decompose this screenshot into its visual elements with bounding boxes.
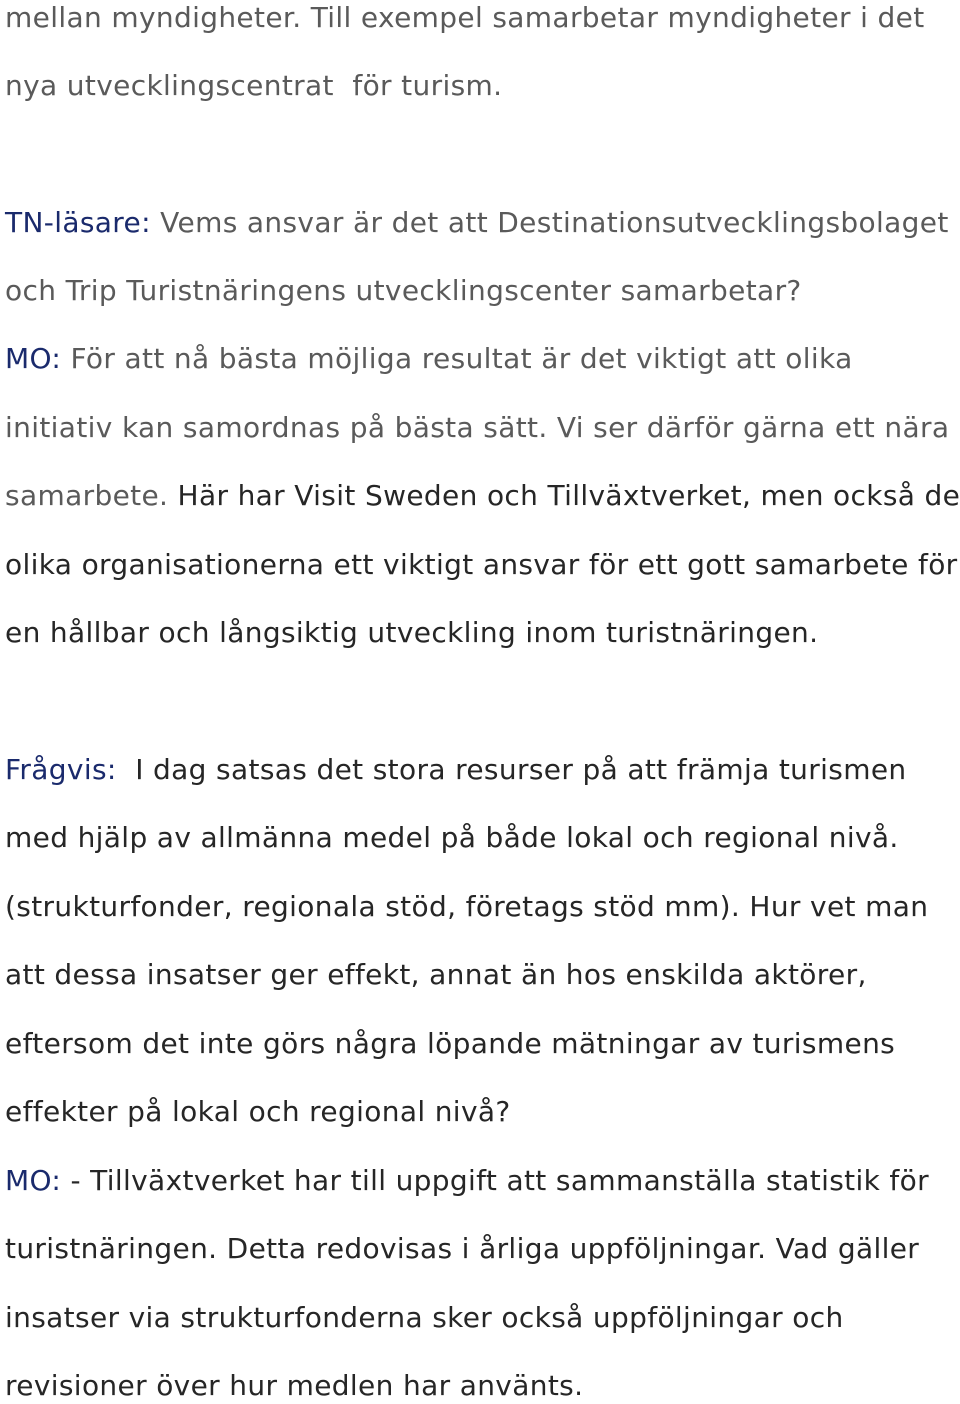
text-line (5, 1368, 583, 1404)
text-line (5, 0, 925, 36)
line-text: Här har Visit Sweden och Tillväxtverket, men också de (168, 479, 960, 512)
text-line (5, 820, 899, 856)
speaker-label: MO: (5, 1164, 62, 1197)
text-line (5, 1231, 919, 1267)
question-line (5, 205, 949, 241)
text-line (5, 410, 949, 446)
question-line (5, 752, 907, 788)
answer-line (5, 1163, 929, 1199)
line-text: turistnäringen. Detta redovisas i årliga uppföljningar. Vad gäller (5, 1232, 920, 1265)
line-text: och Trip Turistnäringens utvecklingscenter samarbetar? (5, 274, 802, 307)
line-text: samarbete. (5, 479, 169, 512)
line-text: För att nå bästa möjliga resultat är det viktigt att olika (61, 342, 853, 375)
text-line (5, 273, 802, 309)
text-line (5, 1094, 511, 1130)
speaker-label: TN-läsare: (5, 206, 151, 239)
line-text: initiativ kan samordnas på bästa sätt. Vi ser därför gärna ett nära (5, 411, 950, 444)
answer-line (5, 341, 853, 377)
line-text: revisioner över hur medlen har använts. (5, 1369, 584, 1402)
line-text: med hjälp av allmänna medel på både lokal och regional nivå. (5, 821, 899, 854)
line-text: effekter på lokal och regional nivå? (5, 1095, 511, 1128)
line-text: eftersom det inte görs några löpande mätningar av turismens (5, 1027, 896, 1060)
line-text: insatser via strukturfonderna sker också uppföljningar och (5, 1301, 844, 1334)
text-line (5, 478, 960, 514)
speaker-label: MO: (5, 342, 62, 375)
text-line (5, 68, 502, 104)
speaker-label: Frågvis: (5, 753, 117, 786)
line-text: nya utvecklingscentrat för turism. (5, 69, 503, 102)
line-text: olika organisationerna ett viktigt ansvar för ett gott samarbete för (5, 548, 958, 581)
text-line (5, 615, 818, 651)
text-line (5, 1026, 895, 1062)
line-text: (strukturfonder, regionala stöd, företags stöd mm). Hur vet man (5, 890, 929, 923)
text-line (5, 889, 928, 925)
line-text: - Tillväxtverket har till uppgift att sammanställa statistik för (61, 1164, 929, 1197)
line-text: Vems ansvar är det att Destinationsutvecklingsbolaget (150, 206, 949, 239)
line-text: en hållbar och långsiktig utveckling inom turistnäringen. (5, 616, 819, 649)
line-text: att dessa insatser ger effekt, annat än hos enskilda aktörer, (5, 958, 867, 991)
line-text: I dag satsas det stora resurser på att främja turismen (116, 753, 907, 786)
text-line (5, 1300, 844, 1336)
text-line (5, 957, 867, 993)
text-line (5, 547, 958, 583)
line-text: mellan myndigheter. Till exempel samarbetar myndigheter i det (5, 1, 925, 34)
